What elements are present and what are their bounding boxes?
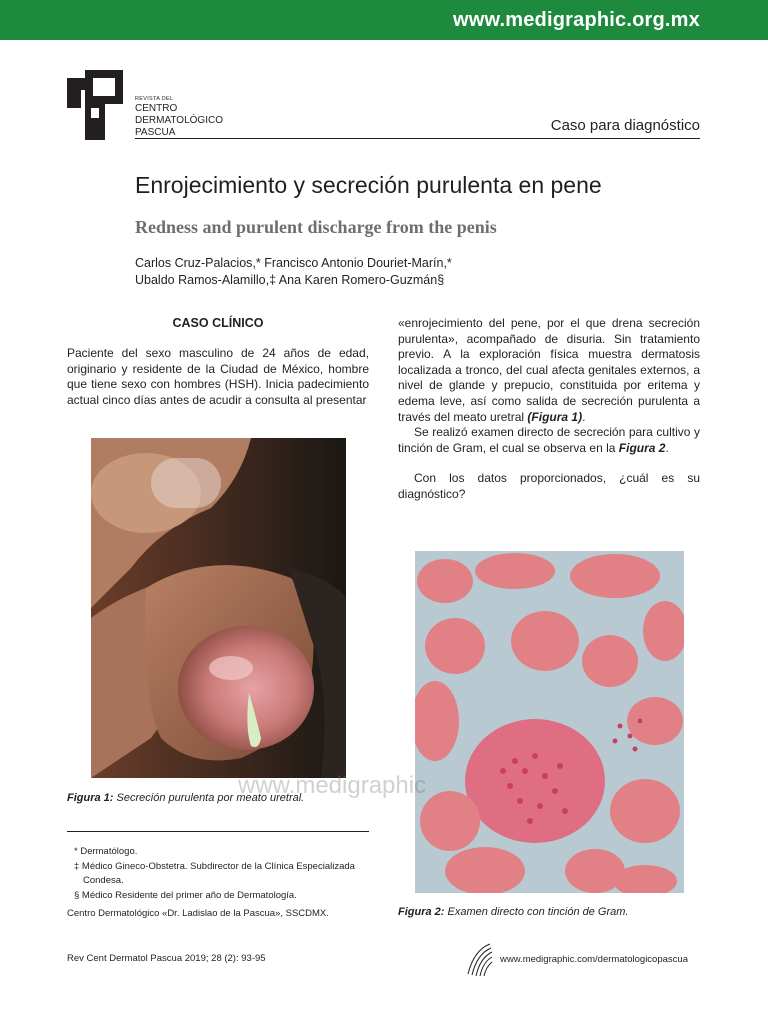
body-paragraph-right-3: Con los datos proporcionados, ¿cuál es su diagnóstico? bbox=[398, 471, 700, 501]
authors-line1: Carlos Cruz-Palacios,* Francisco Antonio Douriet-Marín,* bbox=[135, 256, 452, 270]
logo-line2: CENTRO bbox=[135, 103, 178, 114]
watermark-text: www.medigraphic bbox=[238, 772, 427, 799]
body-paragraph-right-2: Se realizó examen directo de secreción para cultivo y tinción de Gram, el cual se observa en la Figura 2. bbox=[398, 425, 700, 455]
footnotes bbox=[74, 845, 374, 903]
body-paragraph-right-1: «enrojecimiento del pene, por el que drena secreción purulenta», acompañado de disuria. Sin tratamiento previo. A la exploración física muestra dermatosis localizada a tronco, del cual afecta genitales externos, a nivel de glande y prepucio, constituida por eritema y edema leve, así como salida de secreción purulenta a través del meato uretral (Figura 1). bbox=[398, 316, 700, 424]
figure2-label: Figura 2: bbox=[398, 906, 445, 918]
footnote-2: ‡ Médico Gineco-Obstetra. Subdirector de la Clínica Especializada bbox=[74, 860, 355, 872]
section-label: Caso para diagnóstico bbox=[550, 117, 700, 134]
logo-line3: DERMATOLÓGICO bbox=[135, 115, 223, 126]
figure1-caption-text: Secreción purulenta por meato uretral. bbox=[116, 792, 305, 804]
logo-line1: REVISTA DEL bbox=[135, 96, 174, 102]
body-left-column bbox=[67, 346, 369, 408]
figure1-ref-link[interactable]: (Figura 1) bbox=[527, 409, 583, 424]
article-title-spanish: Enrojecimiento y secreción purulenta en pene bbox=[135, 172, 602, 198]
footnote-2-continued: Condesa. bbox=[83, 875, 124, 886]
header-divider bbox=[135, 138, 700, 139]
medigraphic-logo-icon bbox=[464, 940, 494, 978]
body-paragraph-left: Paciente del sexo masculino de 24 años de edad, originario y residente de la Ciudad de México, hombre que tiene sexo con hombres (HSH). Inicia padecimiento actual cinco días antes de acudir a consulta al presentar bbox=[67, 346, 369, 407]
footnotes-divider bbox=[67, 831, 369, 832]
paragraph-1-text: «enrojecimiento del pene, por el que drena secreción purulenta», acompañado de disuria. Sin tratamiento previo. A la exploración física muestra dermatosis localizada a tronco, del cual afecta genitales externos, a nivel de glande y prepucio, constituida por eritema y edema leve, así como salida de secreción purulenta a través del meato uretral bbox=[398, 316, 700, 424]
figure1-label: Figura 1: bbox=[67, 792, 114, 804]
journal-logo-text bbox=[135, 96, 223, 139]
journal-citation: Rev Cent Dermatol Pascua 2019; 28 (2): 93-95 bbox=[67, 953, 266, 964]
figure2-caption bbox=[398, 906, 629, 918]
body-right-column bbox=[398, 316, 700, 503]
paragraph-2-text: Se realizó examen directo de secreción para cultivo y tinción de Gram, el cual se observa en la bbox=[398, 425, 700, 455]
case-heading: CASO CLÍNICO bbox=[172, 316, 264, 330]
figure2-gram-stain bbox=[415, 551, 684, 893]
journal-logo-mark bbox=[67, 70, 123, 140]
footer-journal-link[interactable]: www.medigraphic.com/dermatologicopascua bbox=[500, 954, 688, 965]
header-url-link[interactable]: www.medigraphic.org.mx bbox=[452, 9, 700, 31]
authors-line2: Ubaldo Ramos-Alamillo,‡ Ana Karen Romero-Guzmán§ bbox=[135, 273, 445, 287]
article-title-english: Redness and purulent discharge from the penis bbox=[135, 217, 497, 237]
footnote-1: * Dermatólogo. bbox=[74, 846, 138, 857]
figure2-ref-link[interactable]: Figura 2 bbox=[618, 440, 666, 455]
institution-affiliation: Centro Dermatológico «Dr. Ladislao de la Pascua», SSCDMX. bbox=[67, 908, 329, 919]
figure2-caption-text: Examen directo con tinción de Gram. bbox=[447, 906, 629, 918]
figure1-clinical-photo bbox=[91, 438, 346, 778]
logo-line4: PASCUA bbox=[135, 127, 176, 138]
header-bar bbox=[0, 0, 768, 40]
authors bbox=[135, 255, 452, 289]
footnote-3: § Médico Residente del primer año de Dermatología. bbox=[74, 889, 297, 901]
